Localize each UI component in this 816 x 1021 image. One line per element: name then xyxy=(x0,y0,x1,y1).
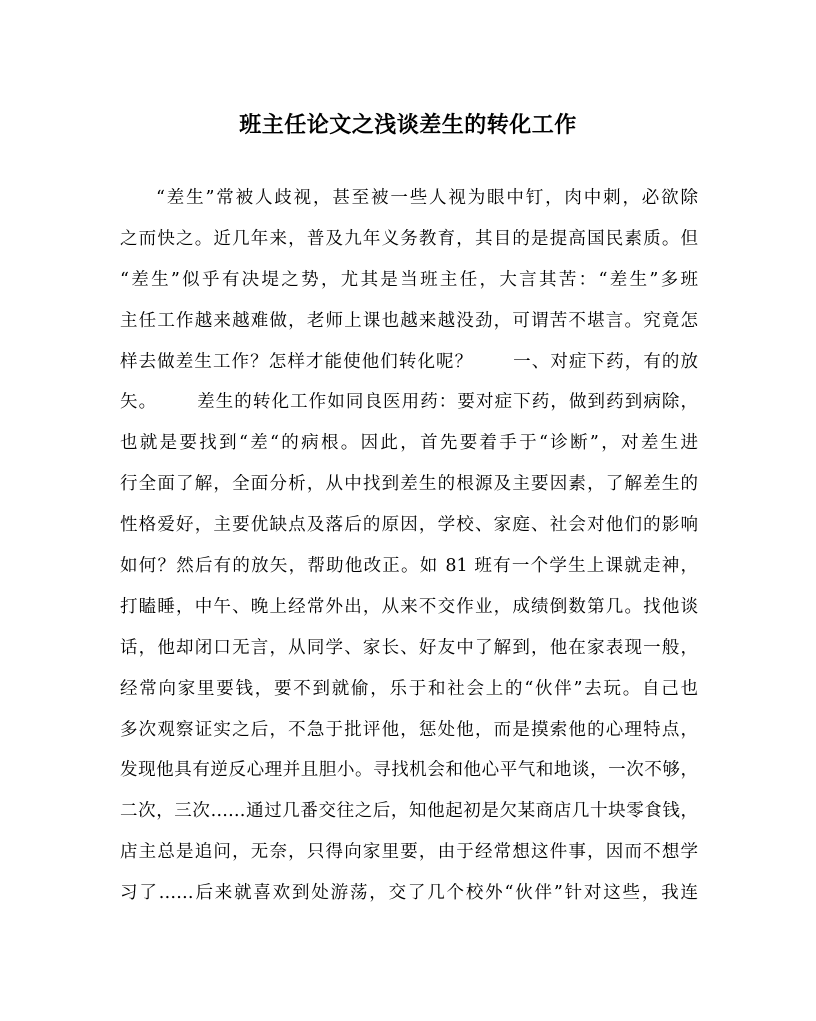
text-line: “差生”似乎有决堤之势，尤其是当班主任，大言其苦：“差生”多班 xyxy=(120,269,698,290)
body-text xyxy=(120,178,698,914)
text-line: 二次，三次……通过几番交往之后，知他起初是欠某商店几十块零食钱， xyxy=(120,801,698,822)
text-line: 经常向家里要钱，要不到就偷，乐于和社会上的“伙伴”去玩。自己也 xyxy=(120,678,698,699)
text-line: “差生”常被人歧视，甚至被一些人视为眼中钉，肉中刺，必欲除 xyxy=(156,188,698,208)
text-line: 话，他却闭口无言，从同学、家长、好友中了解到，他在家表现一般， xyxy=(120,637,698,658)
text-line: 样去做差生工作？怎样才能使他们转化呢？ 一、对症下药，有的放 xyxy=(120,351,698,372)
text-line: 也就是要找到“差“的病根。因此，首先要着手于“诊断”，对差生进 xyxy=(120,433,698,454)
text-line: 打瞌睡，中午、晚上经常外出，从来不交作业，成绩倒数第几。找他谈 xyxy=(120,596,698,617)
text-line: 性格爱好，主要优缺点及落后的原因，学校、家庭、社会对他们的影响 xyxy=(120,515,698,536)
text-line: 矢。 差生的转化工作如同良医用药：要对症下药，做到药到病除， xyxy=(120,392,698,413)
text-line: 发现他具有逆反心理并且胆小。寻找机会和他心平气和地谈，一次不够， xyxy=(120,760,698,781)
text-line: 多次观察证实之后，不急于批评他，惩处他，而是摸索他的心理特点， xyxy=(120,719,698,740)
page-title: 班主任论文之浅谈差生的转化工作 xyxy=(239,112,577,138)
text-line: 行全面了解，全面分析，从中找到差生的根源及主要因素，了解差生的 xyxy=(120,474,698,495)
text-line: 主任工作越来越难做，老师上课也越来越没劲，可谓苦不堪言。究竟怎 xyxy=(120,310,698,331)
text-line: 店主总是追问，无奈，只得向家里要，由于经常想这件事，因而不想学 xyxy=(120,842,698,863)
text-line: 如何？然后有的放矢，帮助他改正。如 81 班有一个学生上课就走神， xyxy=(120,556,698,577)
text-line: 习了……后来就喜欢到处游荡，交了几个校外“伙伴”针对这些，我连 xyxy=(120,883,698,904)
text-line: 之而快之。近几年来，普及九年义务教育，其目的是提高国民素质。但 xyxy=(120,228,698,249)
